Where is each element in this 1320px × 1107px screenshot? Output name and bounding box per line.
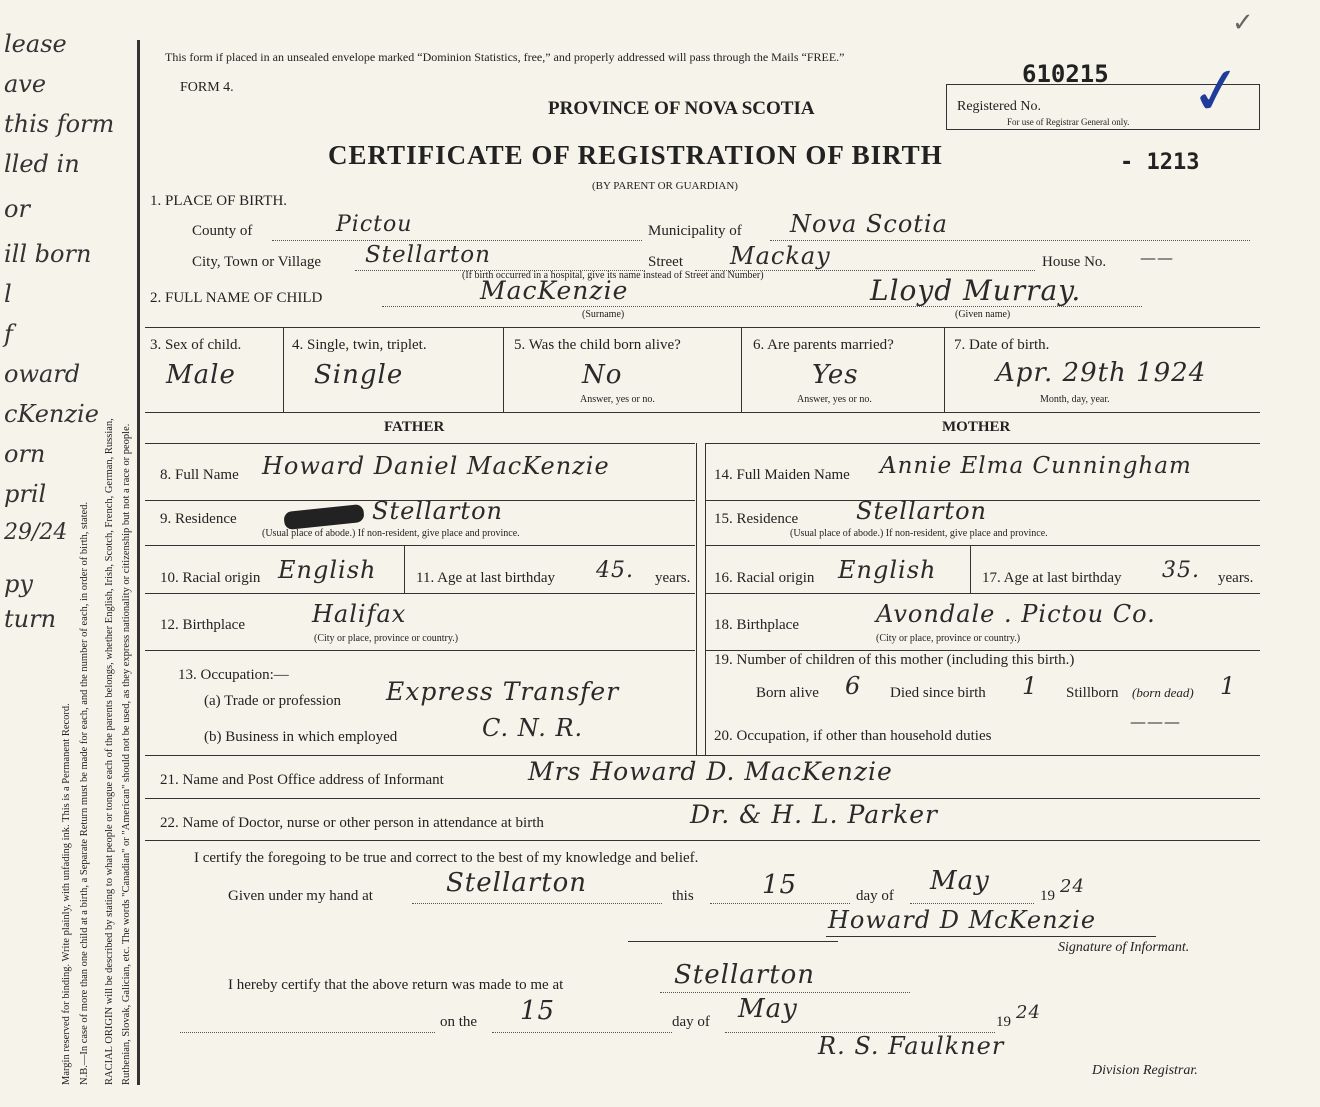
doctor-value: Dr. & H. L. Parker: [690, 800, 938, 829]
died-count: 1: [1022, 672, 1039, 700]
return-year-value: 24: [1016, 1002, 1041, 1023]
mother-age-label: 17. Age at last birthday: [982, 570, 1122, 586]
doctor-label: 22. Name of Doctor, nurse or other person in attendance at birth: [160, 815, 544, 831]
small-tick-icon: ✓: [1232, 8, 1254, 38]
scribble-mark: [283, 504, 364, 530]
return-month-value: May: [738, 994, 798, 1024]
registered-label: Registered No.: [957, 99, 1041, 114]
mother-name-value: Annie Elma Cunningham: [880, 453, 1192, 479]
date-of-birth-label: 7. Date of birth.: [954, 337, 1050, 353]
plurality-value: Single: [314, 360, 404, 390]
parents-married-label: 6. Are parents married?: [753, 337, 894, 353]
vertical-instruction-2: N.B.—In case of more than one child at a birth, a Separate Return must be made for each, and the number of each, in order of birth, stated.: [79, 501, 90, 1085]
mother-occupation-value: ———: [1130, 712, 1181, 731]
given-month-value: May: [930, 866, 990, 896]
given-under-hand-label: Given under my hand at: [228, 888, 373, 904]
father-residence-caption: (Usual place of abode.) If non-resident, give place and province.: [262, 528, 520, 539]
city-value: Stellarton: [365, 242, 491, 268]
vertical-instruction-4: Ruthenian, Slovak, Galician, etc. The words "Canadian" or "American" should not be used, as they express nationality or citizenship but not a race or people.: [121, 423, 132, 1085]
mother-heading: MOTHER: [942, 419, 1011, 435]
date-of-birth-caption: Month, day, year.: [1040, 394, 1110, 405]
father-name-label: 8. Full Name: [160, 467, 239, 483]
vertical-instruction-3: RACIAL ORIGIN will be described by stating to what people or tongue each of the parents belongs, whether English, Irish, Scotch, French, German, Russian,: [104, 418, 115, 1085]
date-of-birth-value: Apr. 29th 1924: [996, 358, 1207, 388]
this-label: this: [672, 888, 694, 904]
registrar-note: For use of Registrar General only.: [1007, 117, 1130, 127]
mother-years-label: years.: [1218, 570, 1254, 586]
father-age-value: 45.: [596, 558, 634, 583]
year-prefix-2: 19: [996, 1014, 1011, 1030]
province-heading: PROVINCE OF NOVA SCOTIA: [548, 98, 815, 119]
father-race-value: English: [278, 556, 377, 584]
parents-married-caption: Answer, yes or no.: [797, 394, 872, 405]
day-of-label: day of: [856, 888, 894, 904]
return-made-statement: I hereby certify that the above return was made to me at: [228, 977, 564, 993]
county-label: County of: [192, 223, 253, 239]
certify-statement: I certify the foregoing to be true and correct to the best of my knowledge and belief.: [194, 850, 699, 866]
certificate-title: CERTIFICATE OF REGISTRATION OF BIRTH: [328, 140, 943, 170]
house-value: ——: [1140, 248, 1174, 267]
sex-value: Male: [166, 360, 236, 390]
margin-note-line: ave: [4, 70, 47, 98]
given-name-caption: (Given name): [955, 309, 1011, 320]
child-given-name: Lloyd Murray.: [870, 274, 1082, 307]
father-business-label: (b) Business in which employed: [204, 729, 398, 745]
father-residence-value: Stellarton: [372, 497, 503, 525]
margin-note-line: py: [4, 570, 33, 598]
father-years-label: years.: [655, 570, 691, 586]
mother-children-label: 19. Number of children of this mother (including this birth.): [714, 652, 1075, 668]
return-place-value: Stellarton: [674, 960, 816, 990]
mother-residence-value: Stellarton: [856, 497, 987, 525]
mother-race-value: English: [838, 556, 937, 584]
born-alive-label: 5. Was the child born alive?: [514, 337, 681, 353]
day-of-label-2: day of: [672, 1014, 710, 1030]
informant-signature: Howard D McKenzie: [828, 906, 1097, 934]
municipality-value: Nova Scotia: [790, 210, 948, 238]
registrar-caption: Division Registrar.: [1092, 1063, 1198, 1078]
mother-name-label: 14. Full Maiden Name: [714, 467, 850, 483]
father-trade-value: Express Transfer: [386, 677, 620, 706]
given-year-value: 24: [1060, 876, 1085, 897]
hospital-note: (If birth occurred in a hospital, give its name instead of Street and Number): [462, 270, 764, 281]
died-count-label: Died since birth: [890, 685, 986, 701]
house-label: House No.: [1042, 254, 1107, 270]
margin-note-line: orn: [4, 440, 46, 468]
registrar-signature: R. S. Faulkner: [818, 1032, 1005, 1060]
father-birthplace-caption: (City or place, province or country.): [314, 633, 459, 644]
margin-note-line: 29/24: [4, 520, 68, 545]
stamp-number: 610215: [1022, 60, 1109, 88]
street-label: Street: [648, 254, 683, 270]
mother-birthplace-label: 18. Birthplace: [714, 617, 799, 633]
mail-note: This form if placed in an unsealed envelope marked “Dominion Statistics, free,” and properly addressed will pass through the Mails “FREE.”: [165, 50, 845, 64]
mother-race-label: 16. Racial origin: [714, 570, 815, 586]
sex-label: 3. Sex of child.: [150, 337, 242, 353]
municipality-label: Municipality of: [648, 223, 742, 239]
father-name-value: Howard Daniel MacKenzie: [262, 452, 610, 480]
informant-label: 21. Name and Post Office address of Informant: [160, 772, 444, 788]
plurality-label: 4. Single, twin, triplet.: [292, 337, 427, 353]
father-occupation-label: 13. Occupation:—: [178, 667, 289, 683]
father-age-label: 11. Age at last birthday: [416, 570, 555, 586]
margin-note-line: lled in: [4, 150, 80, 178]
father-birthplace-label: 12. Birthplace: [160, 617, 245, 633]
father-trade-label: (a) Trade or profession: [204, 693, 342, 709]
binding-margin-line: [137, 40, 146, 1085]
born-alive-count-label: Born alive: [756, 685, 819, 701]
born-alive-caption: Answer, yes or no.: [580, 394, 655, 405]
mother-birthplace-value: Avondale . Pictou Co.: [876, 600, 1156, 628]
father-residence-label: 9. Residence: [160, 511, 237, 527]
margin-note-line: lease: [4, 30, 67, 58]
father-heading: FATHER: [384, 419, 445, 435]
on-the-label: on the: [440, 1014, 478, 1030]
margin-note-line: l: [4, 280, 12, 308]
mother-age-value: 35.: [1162, 558, 1200, 583]
stillborn-label: Stillborn: [1066, 685, 1119, 701]
city-label: City, Town or Village: [192, 254, 322, 270]
given-place-value: Stellarton: [446, 868, 588, 898]
margin-note-line: ill born: [4, 240, 92, 268]
handwritten-number: - 1213: [1120, 150, 1200, 175]
informant-signature-caption: Signature of Informant.: [1058, 940, 1190, 955]
checkmark-icon: ✓: [1185, 51, 1249, 133]
stillborn-caption: (born dead): [1132, 685, 1194, 700]
parents-married-value: Yes: [812, 360, 859, 390]
margin-note-line: turn: [4, 605, 57, 633]
margin-note-line: or: [4, 195, 30, 223]
margin-note-line: pril: [4, 480, 47, 508]
father-birthplace-value: Halifax: [312, 600, 407, 628]
child-surname: MacKenzie: [480, 276, 629, 305]
margin-note-line: cKenzie: [4, 400, 99, 428]
child-name-label: 2. FULL NAME OF CHILD: [150, 290, 323, 306]
mother-birthplace-caption: (City or place, province or country.): [876, 633, 1021, 644]
return-day-value: 15: [520, 996, 556, 1026]
stillborn-count: 1: [1220, 672, 1237, 700]
certificate-subtitle: (BY PARENT OR GUARDIAN): [592, 180, 738, 192]
mother-residence-caption: (Usual place of abode.) If non-resident, give place and province.: [790, 528, 1048, 539]
year-prefix: 19: [1040, 888, 1055, 904]
margin-note-line: this form: [4, 110, 115, 138]
surname-caption: (Surname): [582, 309, 625, 320]
father-race-label: 10. Racial origin: [160, 570, 261, 586]
form-number: FORM 4.: [180, 80, 234, 95]
vertical-instruction-1: Margin reserved for binding. Write plainly, with unfading ink. This is a Permanent Record.: [61, 703, 72, 1085]
born-alive-count: 6: [845, 672, 862, 700]
given-day-value: 15: [762, 870, 798, 900]
place-of-birth-label: 1. PLACE OF BIRTH.: [150, 193, 288, 209]
margin-note-line: oward: [4, 360, 81, 388]
county-value: Pictou: [336, 212, 413, 237]
informant-value: Mrs Howard D. MacKenzie: [528, 757, 893, 786]
street-value: Mackay: [730, 242, 831, 270]
margin-note-line: f: [4, 320, 13, 348]
born-alive-value: No: [582, 360, 623, 390]
mother-residence-label: 15. Residence: [714, 511, 799, 527]
father-business-value: C. N. R.: [482, 714, 584, 742]
mother-occupation-label: 20. Occupation, if other than household duties: [714, 728, 992, 744]
